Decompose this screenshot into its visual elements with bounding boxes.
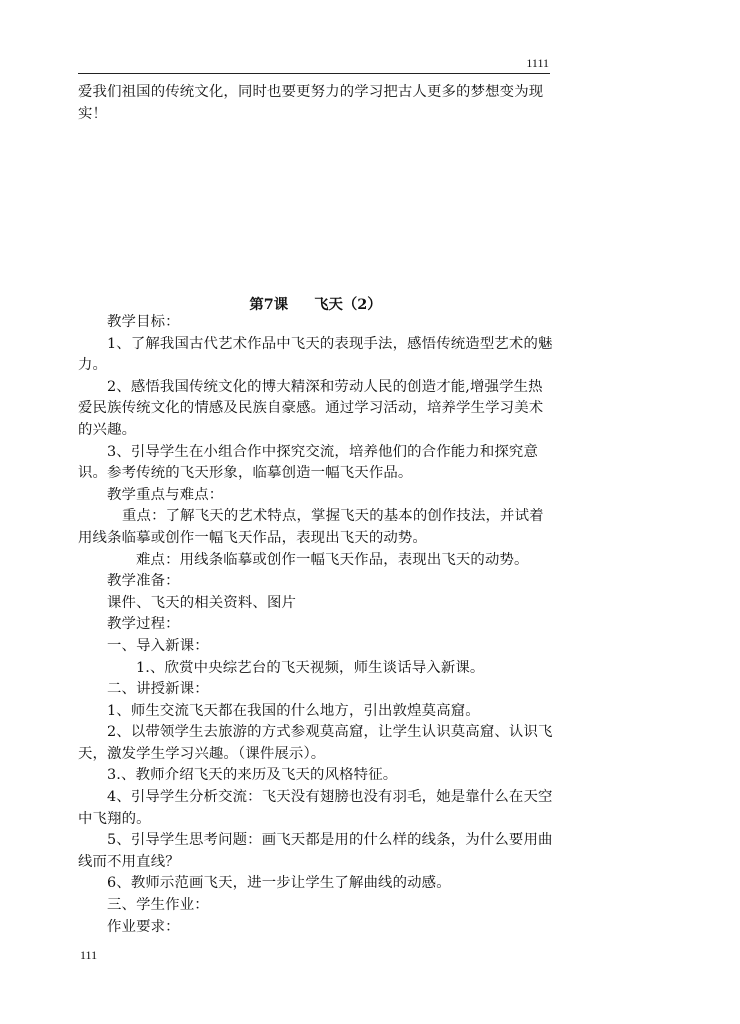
lesson-step-2: 2、以带领学生去旅游的方式参观莫高窟，让学生认识莫高窟、认识飞天，激发学生学习兴趣。（课件展示）。 <box>78 724 553 762</box>
objective-3: 3、引导学生在小组合作中探究交流，培养他们的合作能力和探究意识。参考传统的飞天形象，临摹创造一幅飞天作品。 <box>78 443 538 482</box>
header-page-number: 1111 <box>526 56 549 70</box>
footer-page-number: 111 <box>80 948 98 962</box>
lesson-step-3: 3.、教师介绍飞天的来历及飞天的风格特征。 <box>107 767 398 784</box>
lesson-step-6: 6、教师示范画飞天，进一步让学生了解曲线的动感。 <box>107 875 451 892</box>
continuation-paragraph: 爱我们祖国的传统文化，同时也要更努力的学习把古人更多的梦想变为现实！ <box>78 84 544 122</box>
section-student-work: 三、学生作业： <box>107 897 209 914</box>
difficult-point: 难点：用线条临摹或创作一幅飞天作品，表现出飞天的动势。 <box>136 551 529 568</box>
preparation-items: 课件、飞天的相关资料、图片 <box>107 594 297 611</box>
lesson-step-4: 4、引导学生分析交流：飞天没有翅膀也没有羽毛，她是靠什么在天空中飞翔的。 <box>78 789 553 827</box>
heading-process: 教学过程： <box>107 616 180 633</box>
section-introduction: 一、导入新课： <box>107 637 209 654</box>
heading-key-points: 教学重点与难点： <box>107 486 224 503</box>
lesson-step-1: 1、师生交流飞天都在我国的什么地方，引出敦煌莫高窟。 <box>107 702 480 719</box>
header-divider <box>78 73 550 74</box>
section-new-lesson: 二、讲授新课： <box>107 681 209 698</box>
objective-2: 2、感悟我国传统文化的博大精深和劳动人民的创造才能,增强学生热爱民族传统文化的情感及民族自豪感。通过学习活动，培养学生学习美术的兴趣。 <box>78 378 544 438</box>
lesson-body <box>78 312 553 938</box>
work-requirements: 作业要求： <box>107 918 180 935</box>
lesson-name: 飞天（2） <box>314 296 382 313</box>
heading-preparation: 教学准备： <box>107 573 180 590</box>
objective-1: 1、了解我国古代艺术作品中飞天的表现手法，感悟传统造型艺术的魅力。 <box>78 335 553 374</box>
lesson-title <box>78 293 553 314</box>
lesson-number: 第7课 <box>249 296 289 313</box>
heading-objectives: 教学目标： <box>107 314 180 330</box>
key-point: 重点：了解飞天的艺术特点，掌握飞天的基本的创作技法，并试着用线条临摹或创作一幅飞天作品，表现出飞天的动势。 <box>78 508 544 546</box>
lesson-step-5: 5、引导学生思考问题：画飞天都是用的什么样的线条，为什么要用曲线而不用直线？ <box>78 832 553 870</box>
introduction-step-1: 1.、欣赏中央综艺台的飞天视频，师生谈话导入新课。 <box>136 659 485 676</box>
